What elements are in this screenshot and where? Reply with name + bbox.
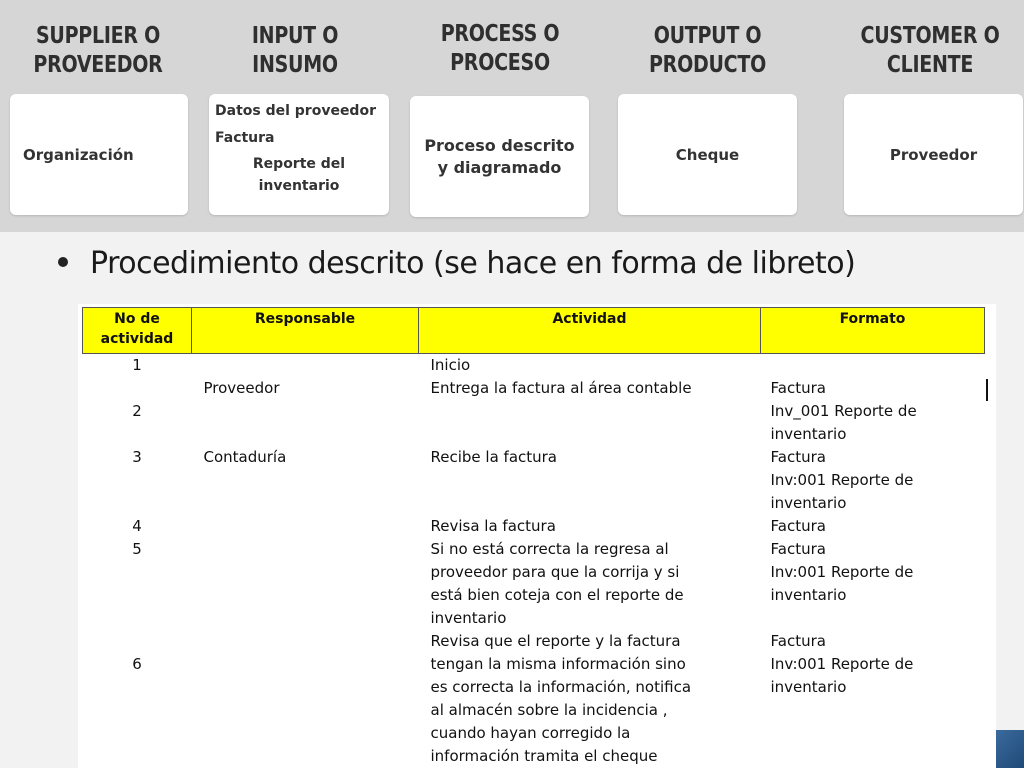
bullet-item bbox=[58, 246, 855, 281]
input-item-reporte: Reporte del inventario bbox=[252, 156, 346, 194]
cell-no: 6 bbox=[132, 655, 142, 673]
header-input: INPUT O INSUMO bbox=[251, 23, 339, 78]
cell-actividad: Si no está correcta la regresa al proveedor para que la corrija y si está bien coteja con el reporte de inventario bbox=[430, 540, 684, 627]
cell-formato: Factura Inv:001 Reporte de inventario bbox=[770, 540, 914, 604]
cell-no: 4 bbox=[132, 517, 142, 535]
cell-no: 2 bbox=[132, 402, 142, 420]
process-box bbox=[410, 96, 589, 217]
header-actividad: Actividad bbox=[419, 308, 761, 354]
procedure-table bbox=[82, 307, 985, 768]
cell-actividad: Inicio bbox=[430, 356, 471, 374]
cell-formato: Factura Inv_001 Reporte de inventario bbox=[770, 379, 917, 443]
output-box-text: Cheque bbox=[675, 145, 740, 164]
table-row bbox=[83, 377, 985, 446]
output-box bbox=[618, 94, 797, 215]
sipoc-banner bbox=[0, 0, 1024, 232]
cell-responsable: Proveedor bbox=[203, 379, 280, 397]
input-item-datos: Datos del proveedor bbox=[215, 103, 376, 119]
text-cursor bbox=[986, 379, 988, 401]
input-box bbox=[209, 94, 389, 215]
procedure-table-image bbox=[78, 304, 996, 768]
customer-box bbox=[844, 94, 1023, 215]
cell-responsable bbox=[192, 630, 419, 768]
cell-actividad: Entrega la factura al área contable bbox=[430, 379, 692, 397]
header-output: OUTPUT O PRODUCTO bbox=[649, 23, 766, 78]
table-row bbox=[83, 515, 985, 538]
bullet-dot-icon bbox=[58, 257, 68, 267]
supplier-box-text: Organización bbox=[23, 145, 134, 164]
table-header-row bbox=[83, 308, 985, 354]
corner-decoration bbox=[996, 730, 1024, 768]
process-box-text: Proceso descrito y diagramado bbox=[424, 135, 575, 177]
cell-actividad: Revisa que el reporte y la factura tengan la misma información sino es correcta la información, notifica al almacén sobre la incidencia , cuando hayan corregido la información tramita el cheque bbox=[430, 632, 692, 765]
cell-responsable: Contaduría bbox=[203, 448, 287, 466]
bullet-text: Procedimiento descrito (se hace en forma de libreto) bbox=[90, 246, 856, 281]
customer-box-text: Proveedor bbox=[889, 145, 978, 164]
input-item-factura: Factura bbox=[215, 129, 275, 146]
table-row bbox=[83, 354, 985, 378]
header-responsable: Responsable bbox=[192, 308, 419, 354]
header-process: PROCESS O PROCESO bbox=[440, 21, 560, 76]
cell-responsable bbox=[192, 354, 419, 378]
cell-formato: Factura bbox=[770, 517, 826, 535]
header-customer: CUSTOMER O CLIENTE bbox=[860, 23, 1000, 78]
cell-no: 1 bbox=[132, 356, 142, 374]
cell-formato bbox=[761, 354, 985, 378]
cell-formato: Factura Inv:001 Reporte de inventario bbox=[770, 632, 914, 696]
header-no-actividad: No de actividad bbox=[83, 308, 192, 354]
table-row bbox=[83, 538, 985, 630]
cell-actividad: Recibe la factura bbox=[430, 448, 558, 466]
cell-responsable bbox=[192, 538, 419, 630]
cell-actividad: Revisa la factura bbox=[430, 517, 556, 535]
supplier-box bbox=[10, 94, 188, 215]
table-row bbox=[83, 446, 985, 515]
header-formato: Formato bbox=[761, 308, 985, 354]
header-supplier: SUPPLIER O PROVEEDOR bbox=[33, 23, 163, 78]
cell-no: 5 bbox=[132, 540, 142, 558]
cell-responsable bbox=[192, 515, 419, 538]
cell-no: 3 bbox=[132, 448, 142, 466]
table-row bbox=[83, 630, 985, 768]
cell-formato: Factura Inv:001 Reporte de inventario bbox=[770, 448, 914, 512]
